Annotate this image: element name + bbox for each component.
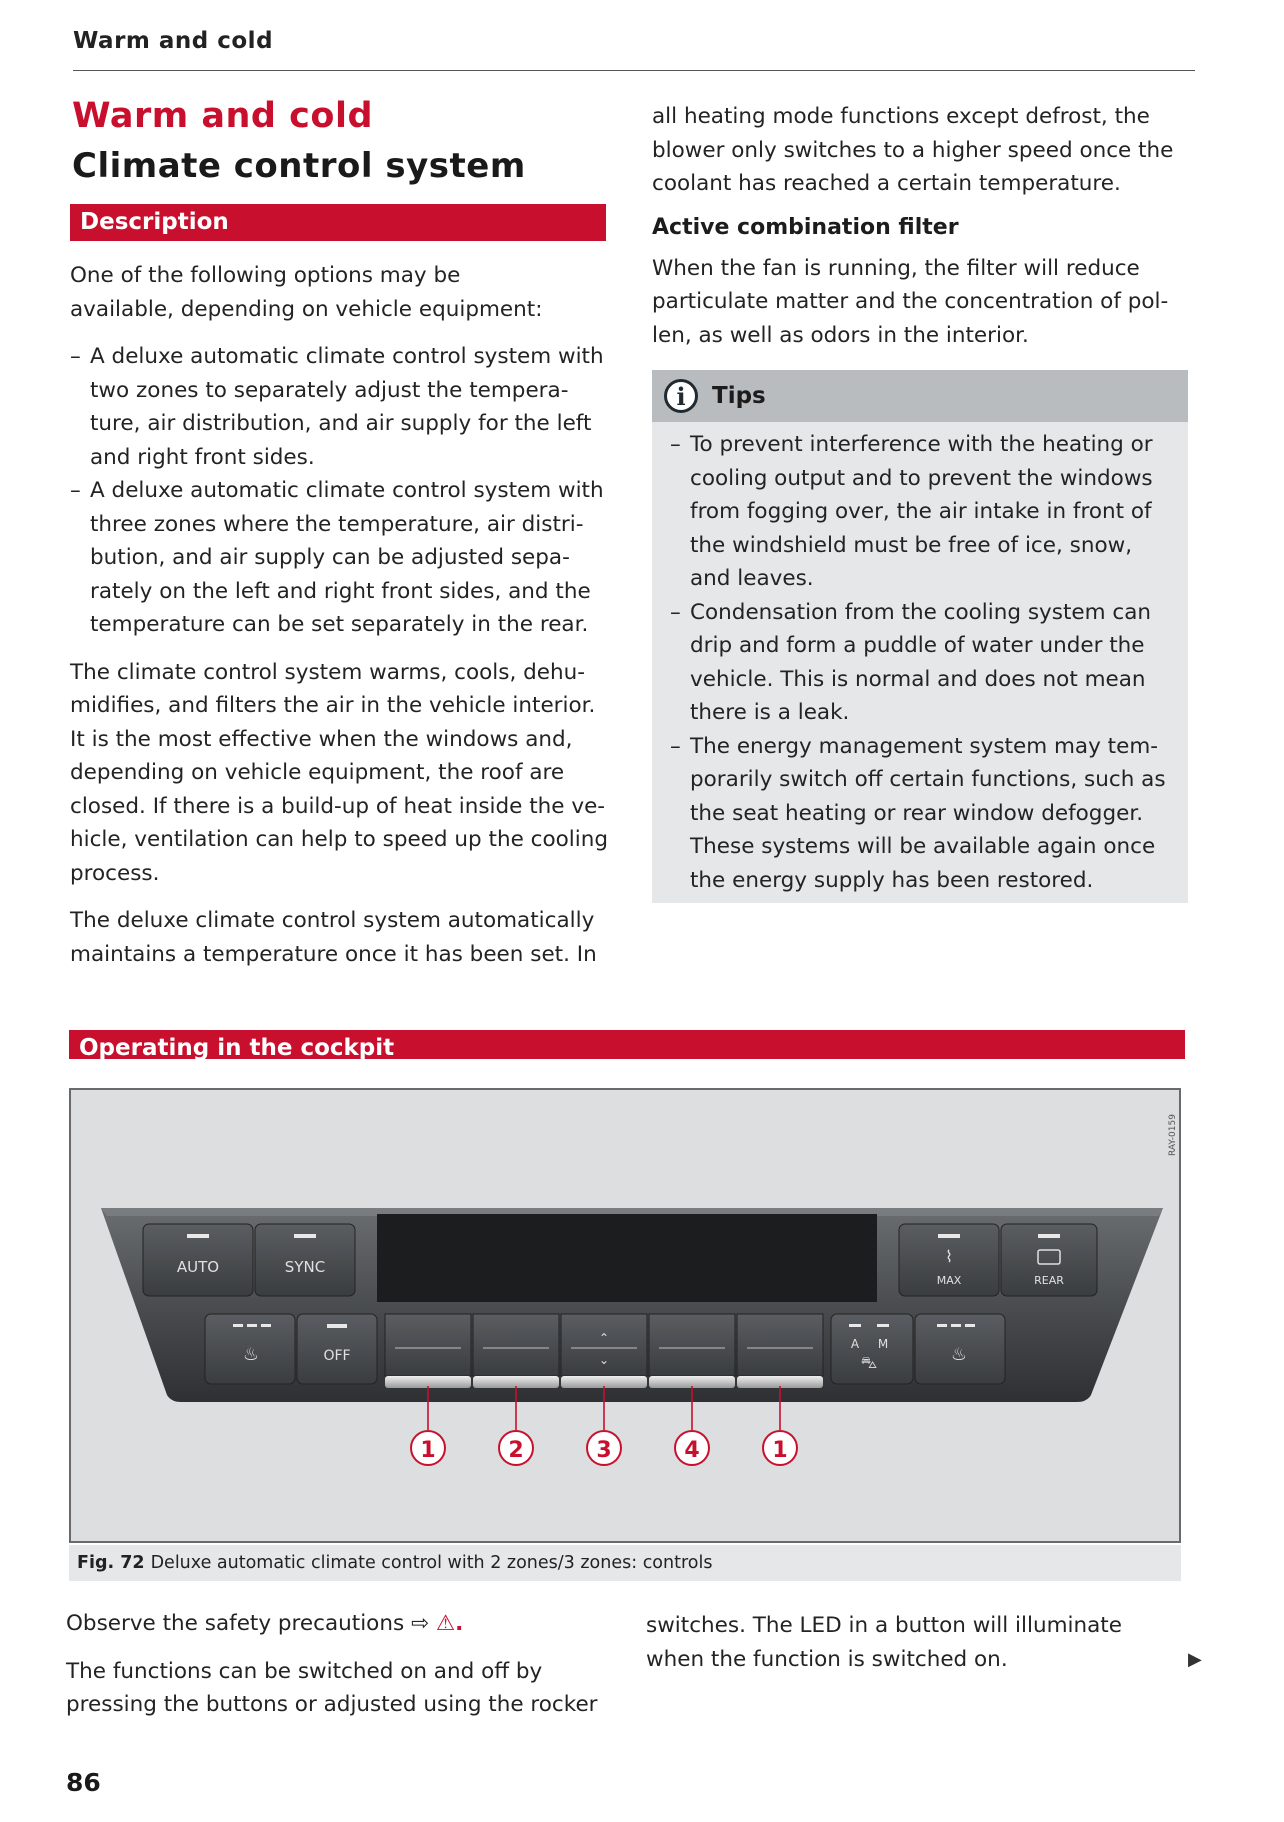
- safety-note: [66, 1607, 626, 1641]
- climate-panel-figure: [69, 1088, 1181, 1543]
- page-number: 86: [66, 1768, 101, 1797]
- rocker-air-dist-right[interactable]: [649, 1314, 735, 1388]
- operating-bar: Operating in the cockpit: [69, 1030, 1185, 1059]
- sync-label: SYNC: [284, 1258, 326, 1276]
- callout-1: [411, 1431, 445, 1465]
- svg-text:1: 1: [772, 1438, 788, 1463]
- bottom-right-column: [646, 1609, 1186, 1690]
- figure-code: RAY-0159: [1168, 1114, 1178, 1156]
- seat-heat-right-button[interactable]: [915, 1314, 1005, 1384]
- off-label: OFF: [323, 1348, 351, 1364]
- figure-caption-text: Deluxe automatic climate control with 2 zones/3 zones: controls: [150, 1553, 713, 1573]
- seat-heat-icon: ♨: [950, 1344, 968, 1365]
- off-button[interactable]: [297, 1314, 377, 1384]
- list-item: – A deluxe automatic climate control system with three zones where the temperature, air distri-bution, and air supply can be adjusted sepa-rately on the left and right front sides, and the temperature can be set separately in the rear.: [70, 474, 612, 642]
- rocker-air-dist-left[interactable]: [473, 1314, 559, 1388]
- body-paragraph: The functions can be switched on and off by pressing the buttons or adjusted using the rocker: [66, 1658, 598, 1717]
- section-title: Climate control system: [72, 146, 526, 186]
- right-column: [652, 100, 1192, 917]
- auto-label: AUTO: [176, 1258, 220, 1276]
- sync-button[interactable]: [255, 1224, 355, 1296]
- rear-label: REAR: [1034, 1274, 1064, 1287]
- list-item: – To prevent interference with the heating or cooling output and to prevent the windows from fogging over, the air intake in front of the windshield must be free of ice, snow, and leaves.: [670, 428, 1174, 596]
- svg-text:2: 2: [508, 1438, 524, 1463]
- body-paragraph: all heating mode functions except defrost, the blower only switches to a higher speed once the coolant has reached a certain temperature.: [652, 104, 1174, 196]
- description-bar: Description: [70, 204, 606, 241]
- body-paragraph: The climate control system warms, cools, dehu-midifies, and filters the air in the vehicle interior. It is the most effective when the windows and, depending on vehicle equipment, the roof are closed. If there is a build-up of heat inside the ve-hicle, ventilation can help to speed up the cooling process.: [70, 659, 608, 886]
- max-defrost-button[interactable]: [899, 1224, 999, 1296]
- next-page-arrow-icon[interactable]: ▶: [1188, 1649, 1202, 1670]
- m-label: M: [877, 1337, 889, 1351]
- list-item: – Condensation from the cooling system can drip and form a puddle of water under the vehicle. This is normal and does not mean there is a leak.: [670, 596, 1174, 730]
- callout-3: [587, 1431, 621, 1465]
- auto-button[interactable]: [143, 1224, 253, 1296]
- climate-panel-illustration: [71, 1090, 1179, 1541]
- callout-2: [499, 1431, 533, 1465]
- options-list: [70, 340, 612, 642]
- bottom-left-column: [66, 1607, 626, 1736]
- svg-text:4: 4: [684, 1438, 700, 1463]
- body-paragraph: When the fan is running, the filter will reduce particulate matter and the concentration of pol-len, as well as odors in the interior.: [652, 255, 1169, 348]
- seat-heat-left-button[interactable]: [205, 1314, 295, 1384]
- rocker-fan[interactable]: [561, 1314, 647, 1388]
- seat-heat-icon: ♨: [242, 1344, 260, 1365]
- chevron-down-icon: ⌄: [598, 1353, 610, 1367]
- figure-caption: [69, 1545, 1181, 1581]
- running-head: Warm and cold: [73, 28, 274, 54]
- tips-header: [652, 370, 1188, 422]
- max-label: MAX: [936, 1274, 962, 1287]
- callout-4: [675, 1431, 709, 1465]
- a-label: A: [850, 1337, 860, 1351]
- list-item: – The energy management system may tem-porarily switch off certain functions, such as the seat heating or rear window defogger. These systems will be available again once the energy supply has been restored.: [670, 730, 1174, 898]
- svg-text:3: 3: [596, 1438, 612, 1463]
- tips-label: Tips: [712, 383, 766, 409]
- rocker-temp-left[interactable]: [385, 1314, 471, 1388]
- chapter-title: Warm and cold: [72, 96, 374, 136]
- filter-heading: Active combination filter: [652, 214, 959, 240]
- body-paragraph: switches. The LED in a button will illuminate when the function is switched on.: [646, 1613, 1122, 1672]
- recirculation-car-icon: ⛍: [860, 1353, 878, 1372]
- intro-text: One of the following options may be available, depending on vehicle equipment:: [70, 263, 543, 322]
- display-screen: [377, 1214, 877, 1302]
- list-item: – A deluxe automatic climate control system with two zones to separately adjust the tempera-ture, air distribution, and air supply for the left and right front sides.: [70, 340, 612, 474]
- warning-icon[interactable]: ⚠.: [435, 1611, 464, 1636]
- svg-text:1: 1: [420, 1438, 436, 1463]
- body-paragraph: The deluxe climate control system automatically maintains a temperature once it has been set. In: [70, 908, 597, 967]
- tips-box: [652, 370, 1188, 903]
- figure-number: Fig. 72: [77, 1553, 145, 1573]
- header-rule: [73, 70, 1195, 71]
- info-icon: i: [664, 379, 698, 413]
- recirculation-button[interactable]: [831, 1314, 913, 1384]
- rear-defrost-button[interactable]: [1001, 1224, 1097, 1296]
- defrost-icon: ⌇: [945, 1247, 953, 1266]
- callout-1-right: [763, 1431, 797, 1465]
- left-column: [70, 96, 612, 985]
- safety-text: Observe the safety precautions ⇨: [66, 1611, 430, 1636]
- chevron-up-icon: ⌃: [598, 1331, 610, 1345]
- tips-list: [652, 422, 1188, 903]
- rocker-temp-right[interactable]: [737, 1314, 823, 1388]
